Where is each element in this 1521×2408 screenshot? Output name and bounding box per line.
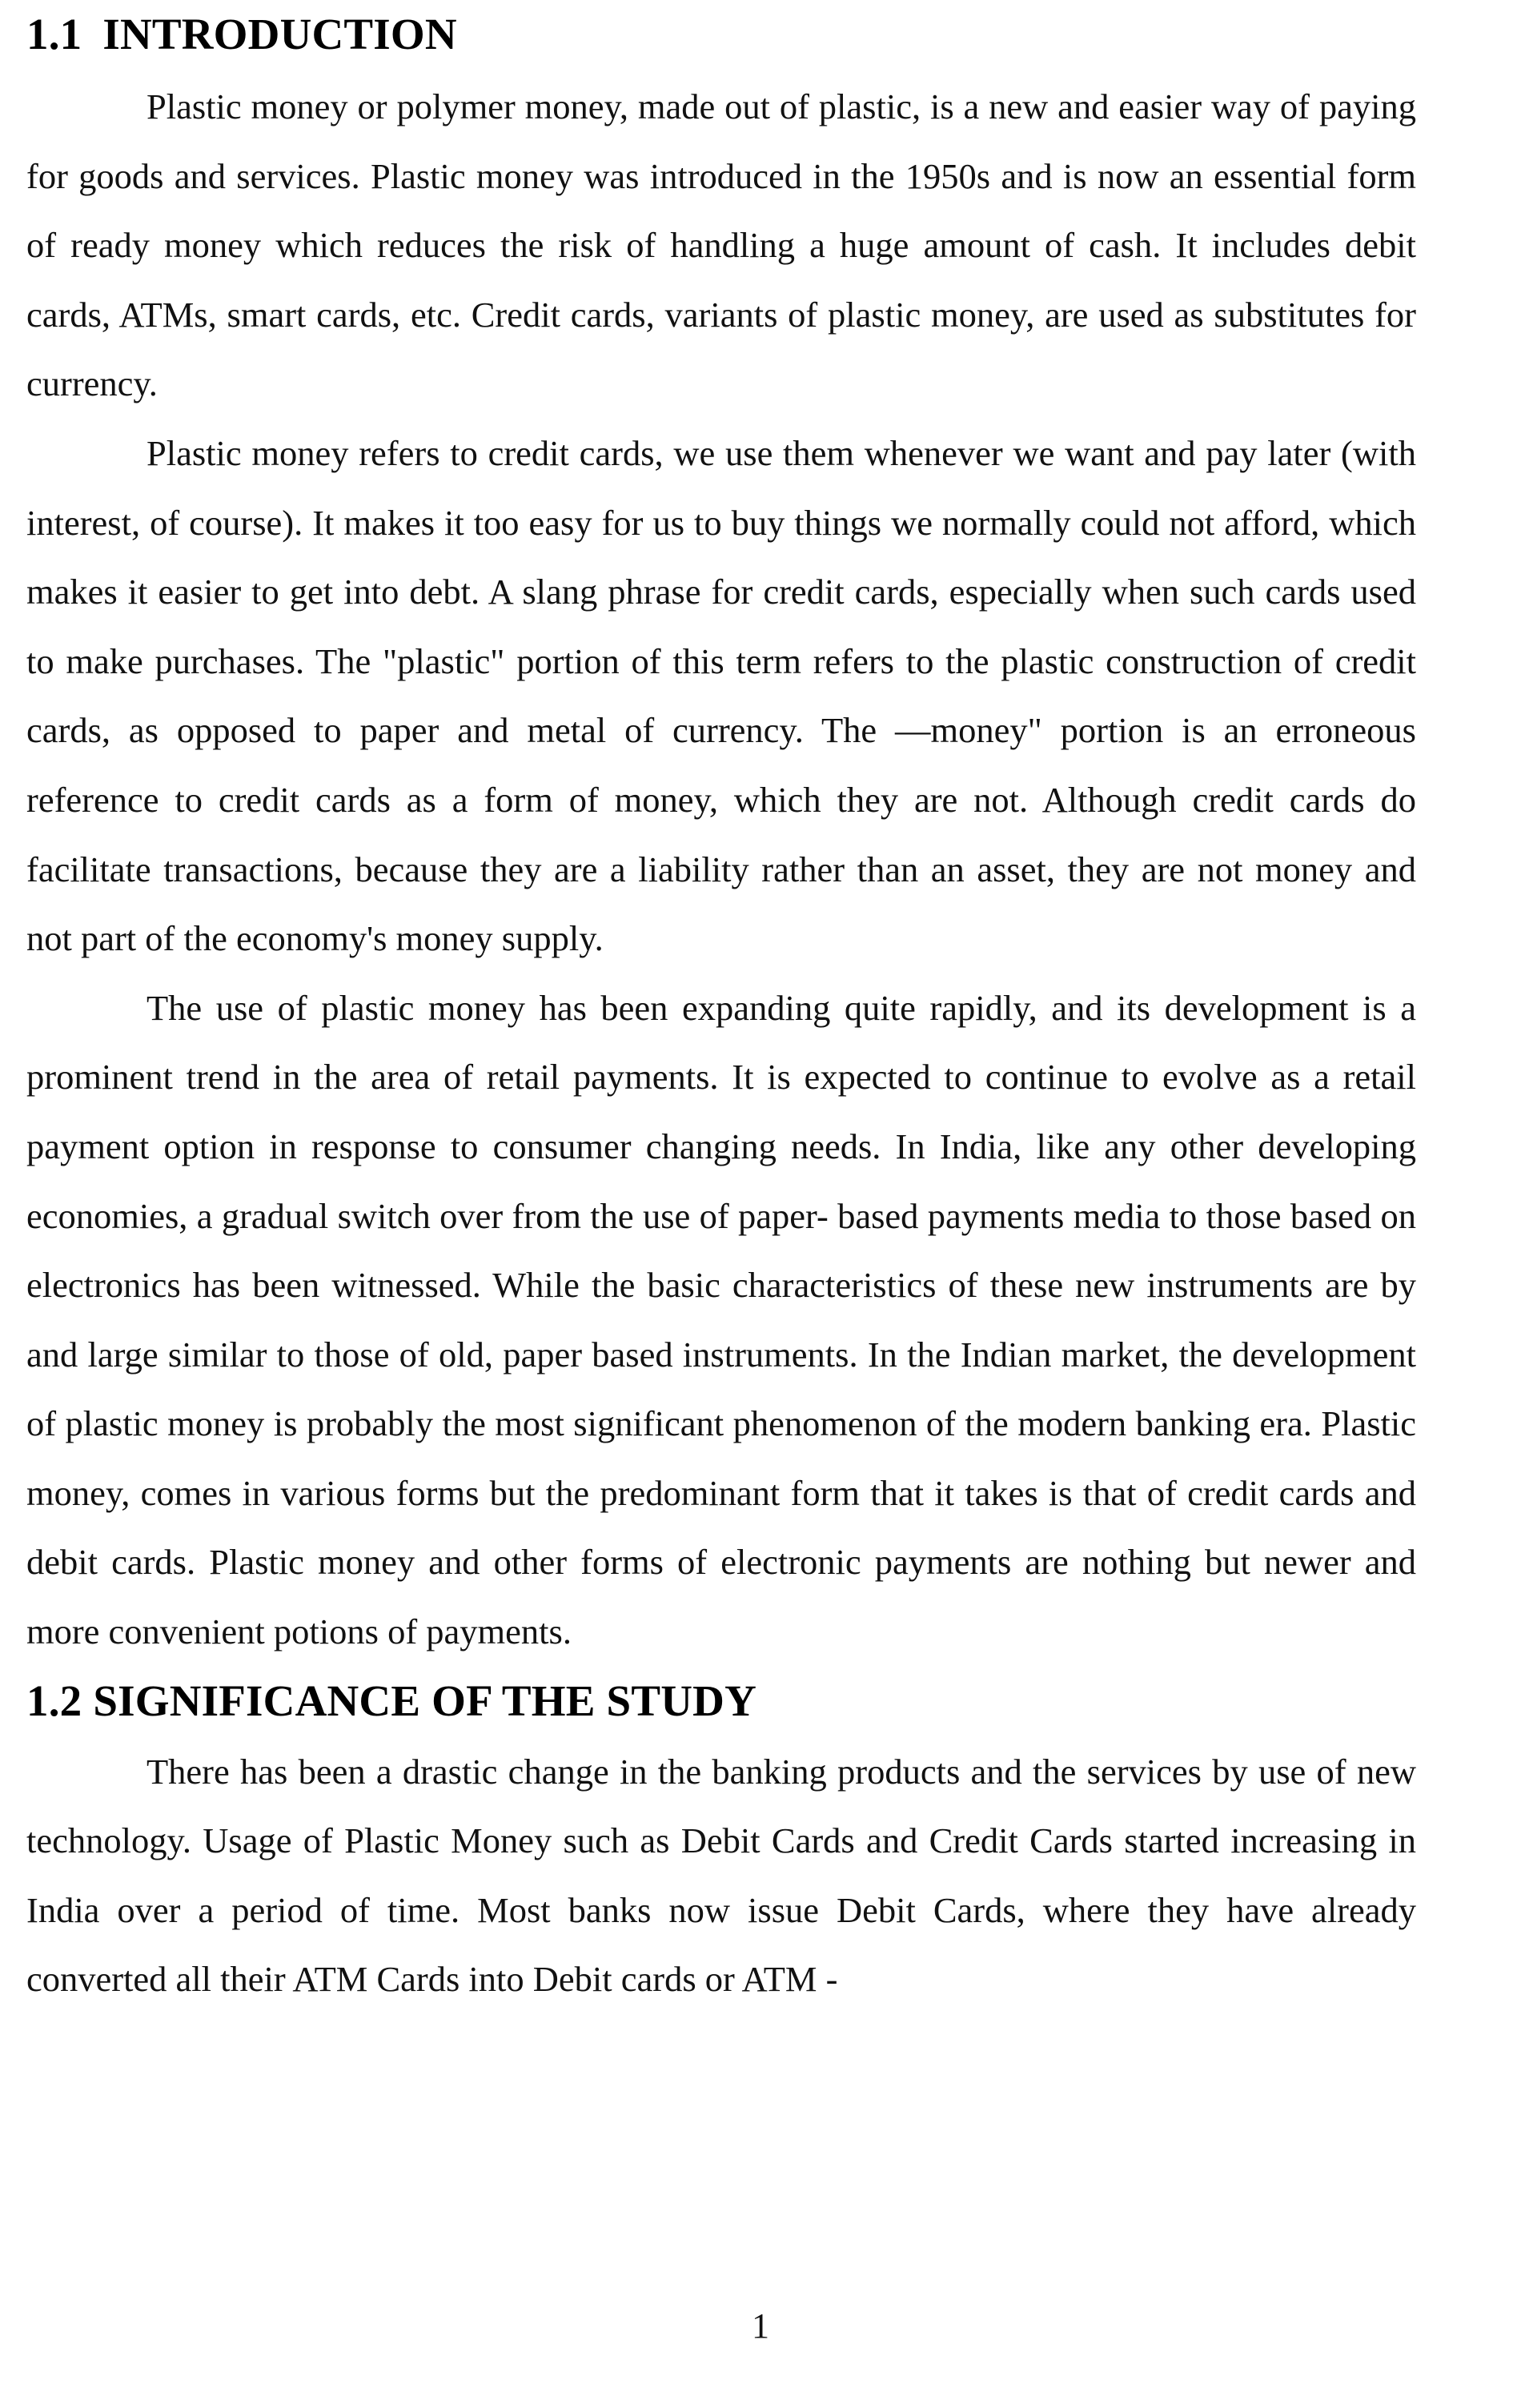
section-heading-introduction xyxy=(26,2,1416,67)
page-number: 1 xyxy=(752,2306,769,2346)
paragraph-significance: There has been a drastic change in the banking products and the services by use of new technology. Usage of Plastic Money such as Debit Cards and Credit Cards started increasing in India over a period of time. Most banks now issue Debit Cards, where they have already converted all their ATM Cards into Debit cards or ATM - xyxy=(26,1751,1416,2000)
section-title: INTRODUCTION xyxy=(102,10,457,58)
section-heading-significance xyxy=(26,1668,1416,1734)
paragraph-plastic-money-definition: Plastic money or polymer money, made out of plastic, is a new and easier way of paying for goods and services. Plastic money was introduced in the 1950s and is now an essential form of ready money which reduces the risk of handling a huge amount of cash. It includes debit cards, ATMs, smart cards, etc. Credit cards, variants of plastic money, are used as substitutes for currency. xyxy=(26,86,1416,404)
section-title: SIGNIFICANCE OF THE STUDY xyxy=(93,1676,756,1725)
section-number: 1.1 xyxy=(26,10,82,58)
page-content xyxy=(26,2,1416,2014)
paragraph-plastic-money-expansion: The use of plastic money has been expanding quite rapidly, and its development is a prominent trend in the area of retail payments. It is expected to continue to evolve as a retail payment option in response to consumer changing needs. In India, like any other developing economies, a gradual switch over from the use of paper- based payments media to those based on electronics has been witnessed. While the basic characteristics of these new instruments are by and large similar to those of old, paper based instruments. In the Indian market, the development of plastic money is probably the most significant phenomenon of the modern banking era. Plastic money, comes in various forms but the predominant form that it takes is that of credit cards and debit cards. Plastic money and other forms of electronic payments are nothing but newer and more convenient potions of payments. xyxy=(26,987,1416,1652)
section-number: 1.2 xyxy=(26,1676,82,1725)
paragraph-plastic-money-credit-cards: Plastic money refers to credit cards, we use them whenever we want and pay later (with interest, of course). It makes it too easy for us to buy things we normally could not afford, which makes it easier to get into debt. A slang phrase for credit cards, especially when such cards used to make purchases. The "plastic" portion of this term refers to the plastic construction of credit cards, as opposed to paper and metal of currency. The ―money" portion is an erroneous reference to credit cards as a form of money, which they are not. Although credit cards do facilitate transactions, because they are a liability rather than an asset, they are not money and not part of the economy's money supply. xyxy=(26,432,1416,959)
